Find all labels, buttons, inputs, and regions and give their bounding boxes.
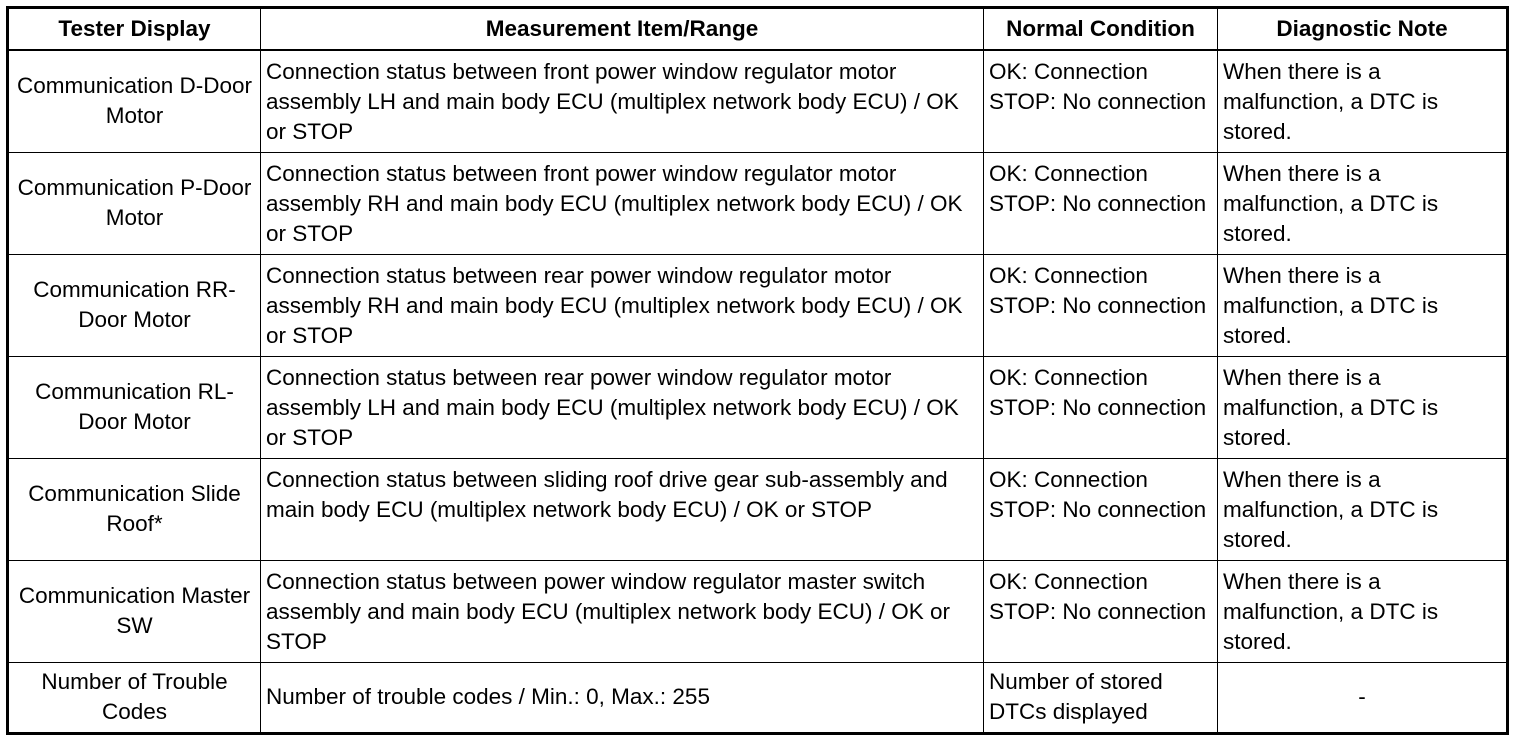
- tester-display-cell: Communication P-Door Motor: [8, 152, 261, 254]
- measurement-item-cell: Connection status between power window regulator master switch assembly and main body ECU (multiplex network body ECU) / OK or STOP: [261, 560, 984, 662]
- normal-condition-cell: OK: Connection STOP: No connection: [984, 152, 1218, 254]
- tester-display-cell: Communication Slide Roof*: [8, 458, 261, 560]
- diagnostic-note-cell: When there is a malfunction, a DTC is stored.: [1218, 254, 1508, 356]
- measurement-item-cell: Connection status between front power window regulator motor assembly LH and main body ECU (multiplex network body ECU) / OK or STOP: [261, 50, 984, 152]
- tester-display-cell: Number of Trouble Codes: [8, 662, 261, 733]
- normal-condition-cell: Number of stored DTCs displayed: [984, 662, 1218, 733]
- diagnostic-note-cell: -: [1218, 662, 1508, 733]
- diagnostic-note-cell: When there is a malfunction, a DTC is stored.: [1218, 50, 1508, 152]
- table-row: [8, 254, 1508, 356]
- header-measurement-item: Measurement Item/Range: [261, 8, 984, 51]
- measurement-item-cell: Connection status between rear power window regulator motor assembly RH and main body ECU (multiplex network body ECU) / OK or STOP: [261, 254, 984, 356]
- diagnostic-note-cell: When there is a malfunction, a DTC is stored.: [1218, 152, 1508, 254]
- table-row: [8, 152, 1508, 254]
- tester-display-cell: Communication Master SW: [8, 560, 261, 662]
- table-row: [8, 662, 1508, 733]
- tester-display-cell: Communication D-Door Motor: [8, 50, 261, 152]
- header-row: [8, 8, 1508, 51]
- normal-condition-cell: OK: Connection STOP: No connection: [984, 560, 1218, 662]
- table-row: [8, 50, 1508, 152]
- table-row: [8, 458, 1508, 560]
- measurement-item-cell: Connection status between front power window regulator motor assembly RH and main body ECU (multiplex network body ECU) / OK or STOP: [261, 152, 984, 254]
- tester-display-cell: Communication RR-Door Motor: [8, 254, 261, 356]
- measurement-item-cell: Connection status between rear power window regulator motor assembly LH and main body ECU (multiplex network body ECU) / OK or STOP: [261, 356, 984, 458]
- diagnostic-note-cell: When there is a malfunction, a DTC is stored.: [1218, 356, 1508, 458]
- normal-condition-cell: OK: Connection STOP: No connection: [984, 356, 1218, 458]
- diagnostic-note-cell: When there is a malfunction, a DTC is stored.: [1218, 458, 1508, 560]
- header-normal-condition: Normal Condition: [984, 8, 1218, 51]
- header-tester-display: Tester Display: [8, 8, 261, 51]
- measurement-item-cell: Connection status between sliding roof drive gear sub-assembly and main body ECU (multiplex network body ECU) / OK or STOP: [261, 458, 984, 560]
- tester-display-cell: Communication RL-Door Motor: [8, 356, 261, 458]
- normal-condition-cell: OK: Connection STOP: No connection: [984, 50, 1218, 152]
- normal-condition-cell: OK: Connection STOP: No connection: [984, 254, 1218, 356]
- diagnostic-note-cell: When there is a malfunction, a DTC is stored.: [1218, 560, 1508, 662]
- measurement-item-cell: Number of trouble codes / Min.: 0, Max.: 255: [261, 662, 984, 733]
- normal-condition-cell: OK: Connection STOP: No connection: [984, 458, 1218, 560]
- table-row: [8, 356, 1508, 458]
- header-diagnostic-note: Diagnostic Note: [1218, 8, 1508, 51]
- data-list-table: [6, 6, 1509, 735]
- table-row: [8, 560, 1508, 662]
